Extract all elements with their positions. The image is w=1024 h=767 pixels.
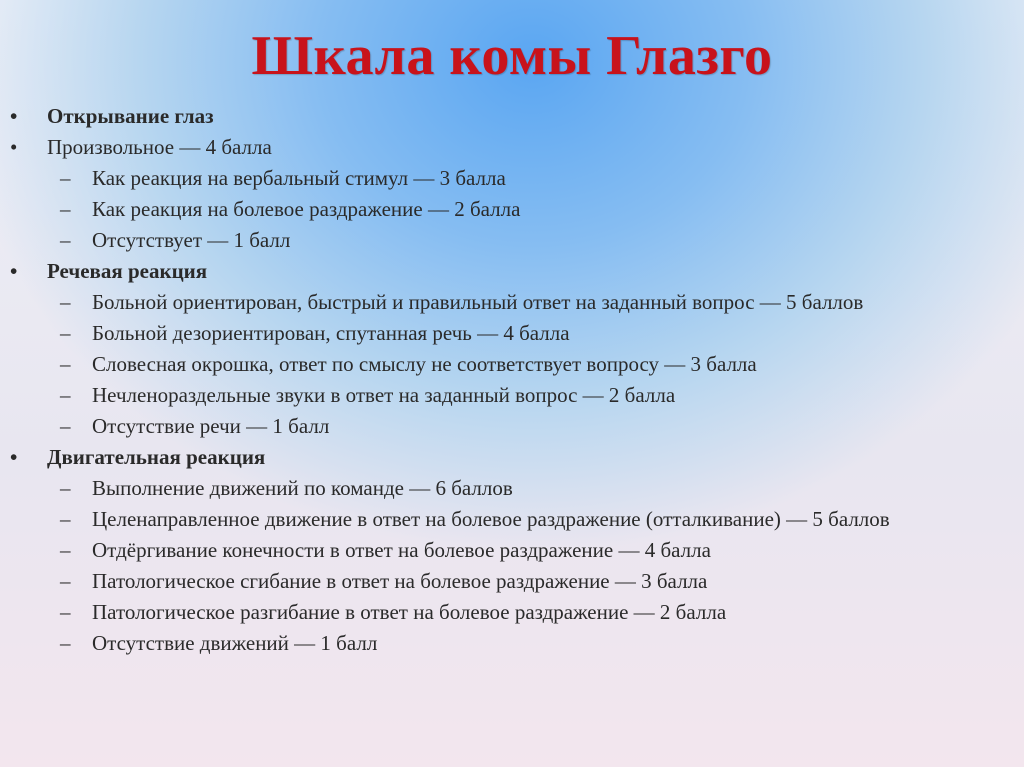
list-item [0, 503, 1010, 534]
bullet-marker: • [10, 258, 18, 283]
list-item [0, 535, 1010, 566]
list-item-text: Отсутствует — 1 балл [92, 227, 291, 252]
list-item-text: Словесная окрошка, ответ по смыслу не соответствует вопросу — 3 балла [92, 352, 757, 377]
list-item [0, 597, 1010, 628]
list-item [0, 318, 1010, 349]
list-item [0, 380, 1010, 411]
dash-marker: – [60, 413, 71, 438]
list-item-text: Патологическое разгибание в ответ на болевое раздражение — 2 балла [92, 599, 727, 624]
dash-marker: – [60, 321, 71, 346]
list-item [0, 442, 1010, 473]
list-item [0, 411, 1010, 442]
dash-marker: – [60, 352, 71, 377]
list-item-text: Отсутствие речи — 1 балл [92, 413, 330, 438]
dash-marker: – [60, 166, 71, 191]
list-item-text: Как реакция на вербальный стимул — 3 балла [92, 166, 506, 191]
dash-marker: – [60, 599, 71, 624]
list-item-text: Больной ориентирован, быстрый и правильный ответ на заданный вопрос — 5 баллов [92, 289, 864, 314]
slide-title: Шкала комы Глазго [251, 25, 773, 87]
dash-marker: – [60, 475, 71, 500]
dash-marker: – [60, 197, 71, 222]
dash-marker: – [60, 289, 71, 314]
dash-marker: – [60, 537, 71, 562]
list-item [0, 473, 1010, 504]
list-item-text: Речевая реакция [47, 258, 208, 283]
list-item-text: Выполнение движений по команде — 6 баллов [92, 475, 513, 500]
list-item [0, 627, 1010, 658]
list-item [0, 256, 1010, 287]
list-item [0, 225, 1010, 256]
bullet-marker: • [10, 444, 18, 469]
dash-marker: – [60, 630, 71, 655]
list-item-text: Отдёргивание конечности в ответ на болевое раздражение — 4 балла [92, 537, 711, 562]
list-item [0, 566, 1010, 597]
list-item-text: Двигательная реакция [47, 444, 266, 469]
list-item [0, 132, 1010, 163]
list-item-text: Больной дезориентирован, спутанная речь — 4 балла [92, 321, 570, 346]
list-item-text: Открывание глаз [47, 104, 214, 128]
list-item-text: Отсутствие движений — 1 балл [92, 630, 378, 655]
list-item [0, 349, 1010, 380]
list-item [0, 287, 1010, 318]
dash-marker: – [60, 227, 71, 252]
list-item-text: Патологическое сгибание в ответ на болевое раздражение — 3 балла [92, 568, 708, 593]
dash-marker: – [60, 568, 71, 593]
list-item-text: Нечленораздельные звуки в ответ на заданный вопрос — 2 балла [92, 382, 676, 407]
list-item [0, 194, 1010, 225]
dash-marker: – [60, 382, 71, 407]
list-item [0, 101, 1010, 132]
list-item-text: Как реакция на болевое раздражение — 2 балла [92, 197, 521, 222]
bullet-marker: • [10, 135, 18, 159]
list-item [0, 163, 1010, 194]
bullet-list [0, 101, 1010, 658]
list-item-text: Целенаправленное движение в ответ на болевое раздражение (отталкивание) — 5 баллов [92, 506, 890, 531]
list-item-text: Произвольное — 4 балла [47, 135, 272, 159]
dash-marker: – [60, 506, 71, 531]
bullet-marker: • [10, 104, 18, 128]
